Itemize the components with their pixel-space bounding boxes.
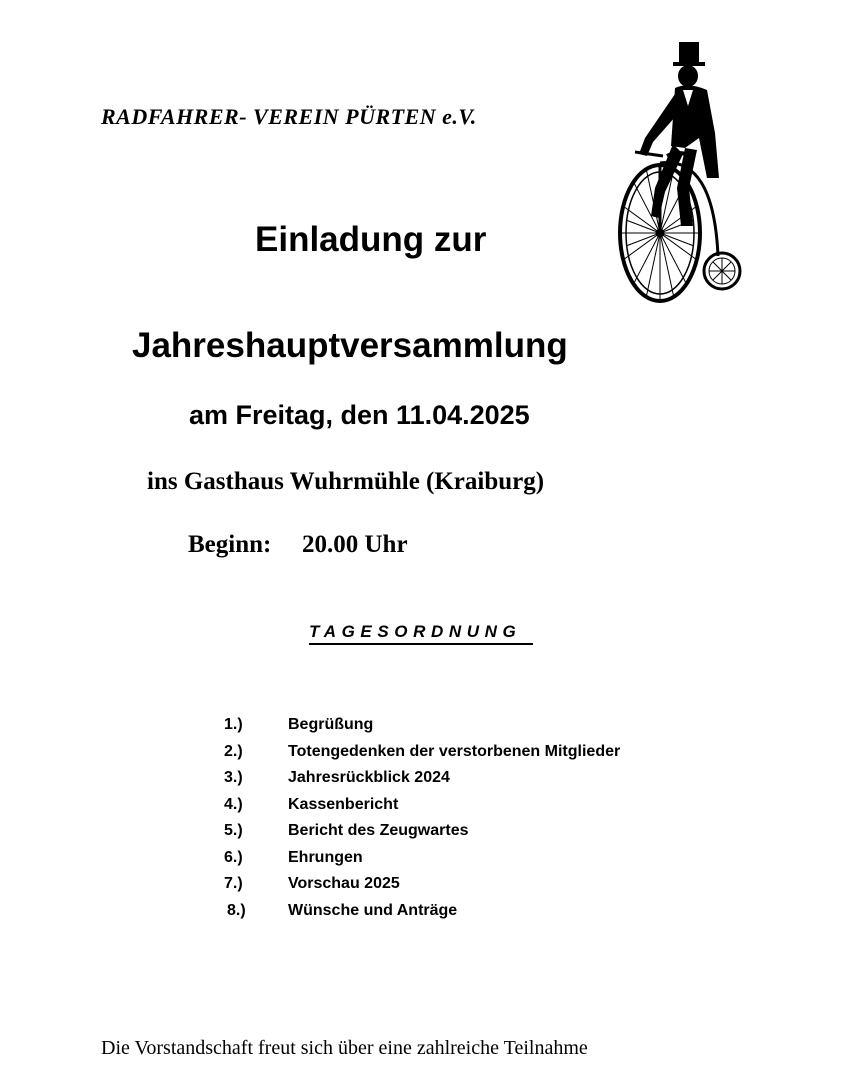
agenda-item (224, 871, 620, 898)
agenda-item (224, 739, 620, 766)
agenda-item-number: 2.) (224, 742, 243, 760)
meeting-title: Jahreshauptversammlung (132, 326, 568, 365)
agenda-item-text: Vorschau 2025 (288, 875, 400, 893)
begin-label: Beginn: (188, 531, 272, 558)
agenda-item-text: Jahresrückblick 2024 (288, 769, 450, 787)
agenda-item-number: 5.) (224, 822, 243, 840)
invitation-heading: Einladung zur (255, 220, 487, 259)
agenda-item (224, 898, 620, 925)
agenda-item (224, 765, 620, 792)
agenda-item (224, 818, 620, 845)
agenda-item-text: Bericht des Zeugwartes (288, 822, 469, 840)
agenda-item (224, 712, 620, 739)
agenda-item (224, 845, 620, 872)
agenda-item (224, 792, 620, 819)
begin-time: 20.00 Uhr (302, 531, 408, 558)
meeting-date: am Freitag, den 11.04.2025 (189, 400, 530, 430)
agenda-item-number: 8.) (227, 901, 246, 919)
penny-farthing-rider-icon (615, 38, 745, 310)
agenda-item-number: 4.) (224, 795, 243, 813)
meeting-venue: ins Gasthaus Wuhrmühle (Kraiburg) (147, 468, 545, 495)
agenda-item-number: 7.) (224, 875, 243, 893)
agenda-title: TAGESORDNUNG (309, 622, 533, 645)
agenda-item-text: Ehrungen (288, 848, 363, 866)
agenda-item-text: Begrüßung (288, 716, 374, 734)
agenda-item-number: 6.) (224, 848, 243, 866)
club-name: RADFAHRER- VEREIN PÜRTEN e.V. (101, 104, 477, 129)
agenda-item-text: Totengedenken der verstorbenen Mitglieder (288, 742, 621, 760)
closing-note: Die Vorstandschaft freut sich über eine zahlreiche Teilnahme (101, 1037, 588, 1059)
agenda-item-text: Wünsche und Anträge (288, 901, 458, 919)
agenda-list (224, 712, 620, 924)
agenda-item-number: 1.) (224, 716, 243, 734)
agenda-item-text: Kassenbericht (288, 795, 399, 813)
agenda-item-number: 3.) (224, 769, 243, 787)
